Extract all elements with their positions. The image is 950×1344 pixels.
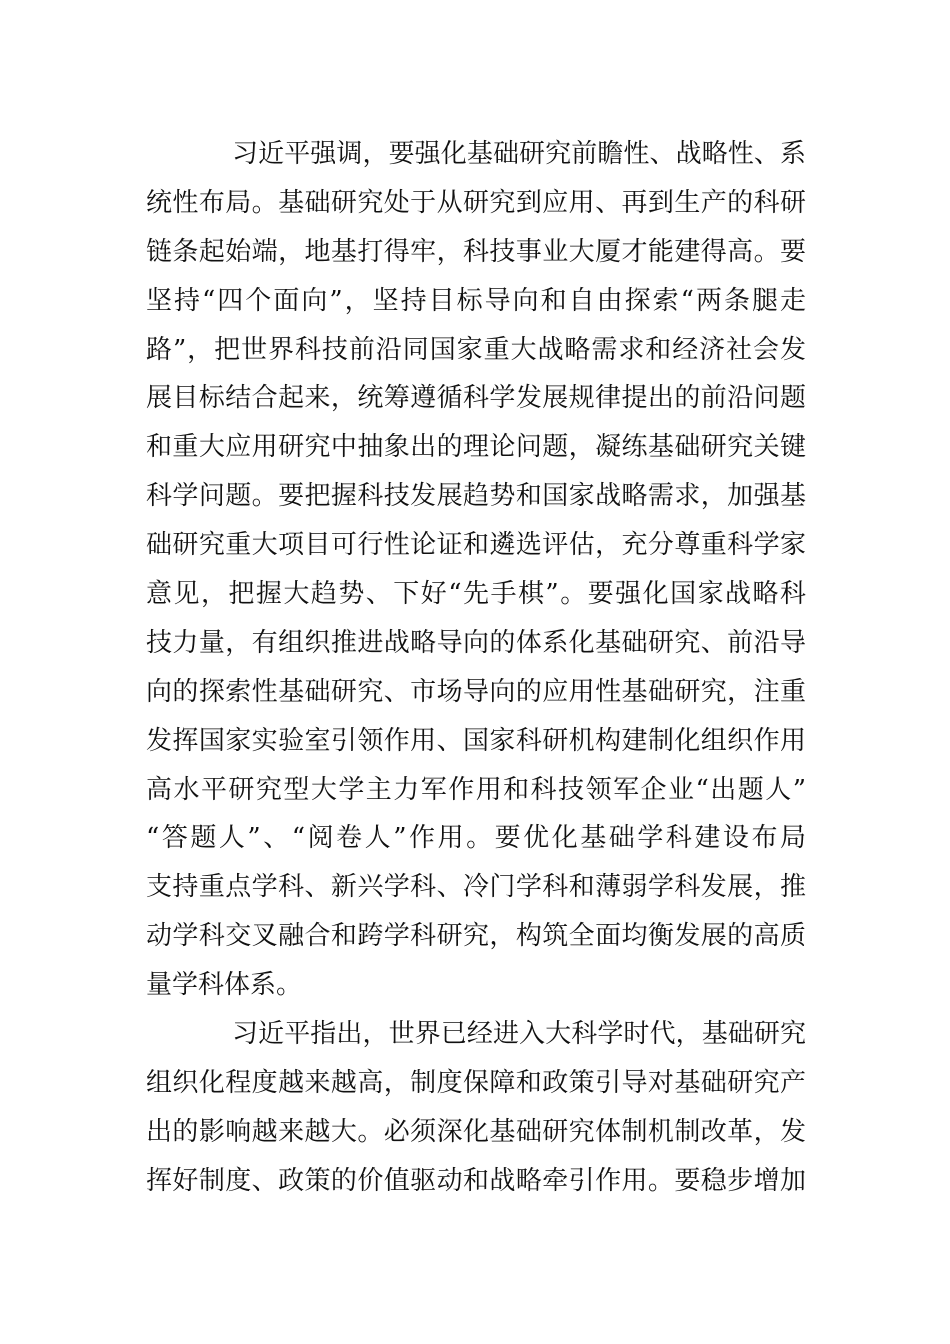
- text-line: 链条起始端，地基打得牢，科技事业大厦才能建得高。要: [146, 236, 806, 267]
- text-line: 展目标结合起来，统筹遵循科学发展规律提出的前沿问题: [146, 383, 806, 414]
- text-line: 支持重点学科、新兴学科、冷门学科和薄弱学科发展，推: [146, 872, 806, 903]
- text-line: 路”，把世界科技前沿同国家重大战略需求和经济社会发: [146, 334, 806, 365]
- text-line: 组织化程度越来越高，制度保障和政策引导对基础研究产: [146, 1067, 806, 1098]
- text-line: 坚持“四个面向”，坚持目标导向和自由探索“两条腿走: [146, 285, 806, 316]
- text-line: 习近平指出，世界已经进入大科学时代，基础研究: [232, 1019, 806, 1050]
- text-line: 动学科交叉融合和跨学科研究，构筑全面均衡发展的高质: [146, 921, 806, 952]
- paragraph-1: [146, 130, 806, 1010]
- text-line: “答题人”、“阅卷人”作用。要优化基础学科建设布局: [146, 823, 806, 854]
- text-line: 技力量，有组织推进战略导向的体系化基础研究、前沿导: [146, 627, 806, 658]
- text-line: 础研究重大项目可行性论证和遴选评估，充分尊重科学家: [146, 530, 806, 561]
- text-line: 统性布局。基础研究处于从研究到应用、再到生产的科研: [146, 187, 806, 218]
- text-line: 科学问题。要把握科技发展趋势和国家战略需求，加强基: [146, 481, 806, 512]
- document-body: [146, 130, 806, 1206]
- text-line: 出的影响越来越大。必须深化基础研究体制机制改革，发: [146, 1116, 806, 1147]
- paragraph-2: [146, 1010, 806, 1206]
- text-line: 和重大应用研究中抽象出的理论问题，凝练基础研究关键: [146, 432, 806, 463]
- text-line: 意见，把握大趋势、下好“先手棋”。要强化国家战略科: [146, 579, 806, 610]
- text-line: 量学科体系。: [146, 970, 303, 1001]
- text-line: 高水平研究型大学主力军作用和科技领军企业“出题人”: [146, 774, 806, 805]
- text-line: 习近平强调，要强化基础研究前瞻性、战略性、系: [232, 139, 806, 169]
- text-line: 向的探索性基础研究、市场导向的应用性基础研究，注重: [146, 676, 806, 707]
- text-line: 挥好制度、政策的价值驱动和战略牵引作用。要稳步增加: [146, 1165, 806, 1196]
- text-line: 发挥国家实验室引领作用、国家科研机构建制化组织作用: [146, 725, 806, 756]
